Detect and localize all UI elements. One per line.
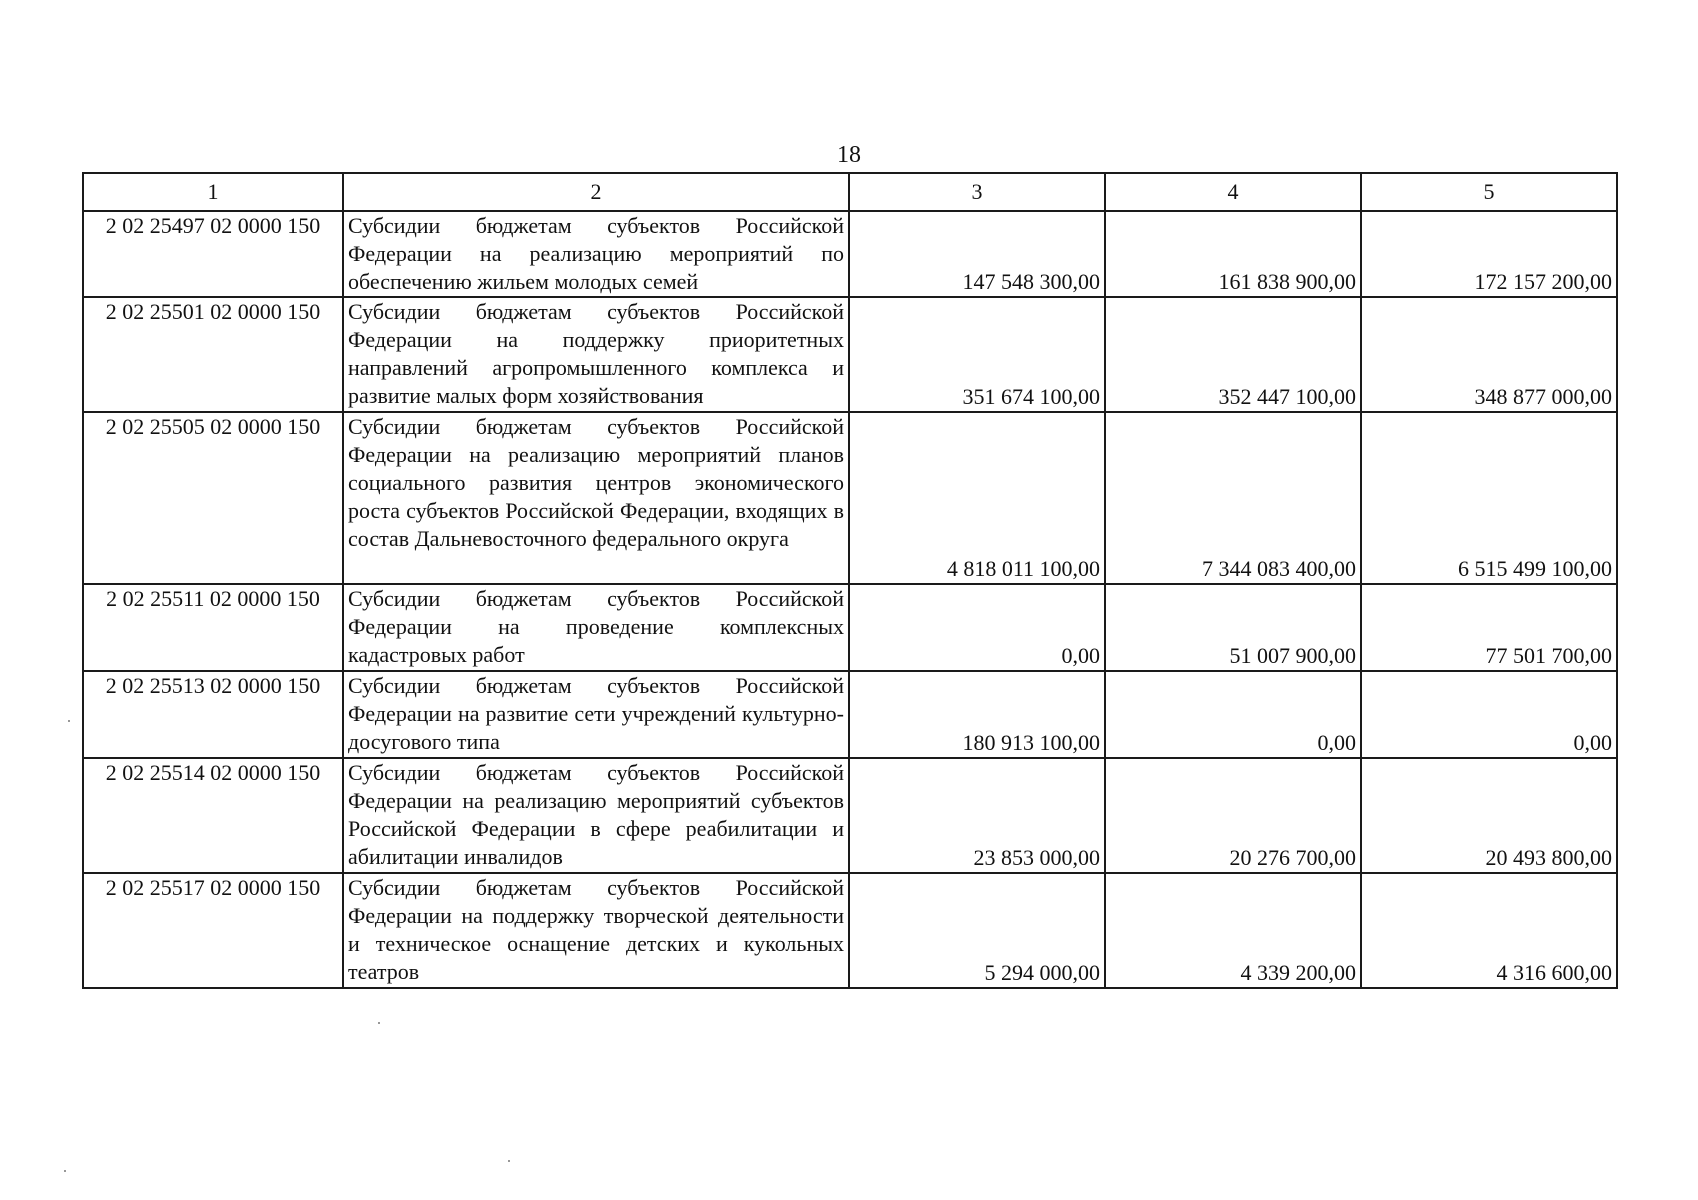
table-row	[83, 758, 1617, 873]
budget-table	[82, 172, 1618, 989]
amount-col4-cell: 161 838 900,00	[1105, 211, 1361, 297]
description-cell: Субсидии бюджетам субъектов Российской Федерации на развитие сети учреждений культурно-досугового типа	[343, 671, 849, 758]
amount-col5-cell: 348 877 000,00	[1361, 297, 1617, 412]
amount-col4-cell: 20 276 700,00	[1105, 758, 1361, 873]
amount-col4-cell: 7 344 083 400,00	[1105, 412, 1361, 584]
table-row	[83, 584, 1617, 671]
amount-col4-cell: 0,00	[1105, 671, 1361, 758]
amount-col5-cell: 77 501 700,00	[1361, 584, 1617, 671]
amount-col5-cell: 20 493 800,00	[1361, 758, 1617, 873]
table-row	[83, 873, 1617, 988]
budget-code-cell: 2 02 25514 02 0000 150	[83, 758, 343, 873]
amount-col5-cell: 172 157 200,00	[1361, 211, 1617, 297]
amount-col4-cell: 4 339 200,00	[1105, 873, 1361, 988]
scan-speck	[378, 1022, 380, 1024]
table-row	[83, 297, 1617, 412]
budget-code-cell: 2 02 25497 02 0000 150	[83, 211, 343, 297]
column-header-2: 2	[343, 173, 849, 211]
amount-col5-cell: 6 515 499 100,00	[1361, 412, 1617, 584]
description-cell: Субсидии бюджетам субъектов Российской Федерации на проведение комплексных кадастровых работ	[343, 584, 849, 671]
amount-col4-cell: 352 447 100,00	[1105, 297, 1361, 412]
budget-code-cell: 2 02 25513 02 0000 150	[83, 671, 343, 758]
budget-code-cell: 2 02 25505 02 0000 150	[83, 412, 343, 584]
description-cell: Субсидии бюджетам субъектов Российской Федерации на реализацию мероприятий по обеспечению жильем молодых семей	[343, 211, 849, 297]
table-row	[83, 671, 1617, 758]
description-cell: Субсидии бюджетам субъектов Российской Федерации на реализацию мероприятий субъектов Российской Федерации в сфере реабилитации и абилитации инвалидов	[343, 758, 849, 873]
amount-col4-cell: 51 007 900,00	[1105, 584, 1361, 671]
budget-code-cell: 2 02 25517 02 0000 150	[83, 873, 343, 988]
scan-speck	[68, 720, 70, 722]
budget-code-cell: 2 02 25501 02 0000 150	[83, 297, 343, 412]
amount-col3-cell: 180 913 100,00	[849, 671, 1105, 758]
table-header-row	[83, 173, 1617, 211]
page-number: 18	[837, 142, 861, 168]
scan-speck	[508, 1160, 510, 1162]
amount-col3-cell: 0,00	[849, 584, 1105, 671]
scan-speck	[64, 1170, 66, 1172]
amount-col3-cell: 23 853 000,00	[849, 758, 1105, 873]
column-header-1: 1	[83, 173, 343, 211]
amount-col3-cell: 5 294 000,00	[849, 873, 1105, 988]
amount-col5-cell: 4 316 600,00	[1361, 873, 1617, 988]
amount-col3-cell: 351 674 100,00	[849, 297, 1105, 412]
description-cell: Субсидии бюджетам субъектов Российской Федерации на поддержку приоритетных направлений агропромышленного комплекса и развитие малых форм хозяйствования	[343, 297, 849, 412]
amount-col5-cell: 0,00	[1361, 671, 1617, 758]
amount-col3-cell: 147 548 300,00	[849, 211, 1105, 297]
description-cell: Субсидии бюджетам субъектов Российской Федерации на поддержку творческой деятельности и техническое оснащение детских и кукольных театров	[343, 873, 849, 988]
column-header-4: 4	[1105, 173, 1361, 211]
budget-code-cell: 2 02 25511 02 0000 150	[83, 584, 343, 671]
table-row	[83, 412, 1617, 584]
column-header-5: 5	[1361, 173, 1617, 211]
description-cell: Субсидии бюджетам субъектов Российской Федерации на реализацию мероприятий планов социального развития центров экономического роста субъектов Российской Федерации, входящих в состав Дальневосточного федерального округа	[343, 412, 849, 584]
amount-col3-cell: 4 818 011 100,00	[849, 412, 1105, 584]
table-row	[83, 211, 1617, 297]
column-header-3: 3	[849, 173, 1105, 211]
